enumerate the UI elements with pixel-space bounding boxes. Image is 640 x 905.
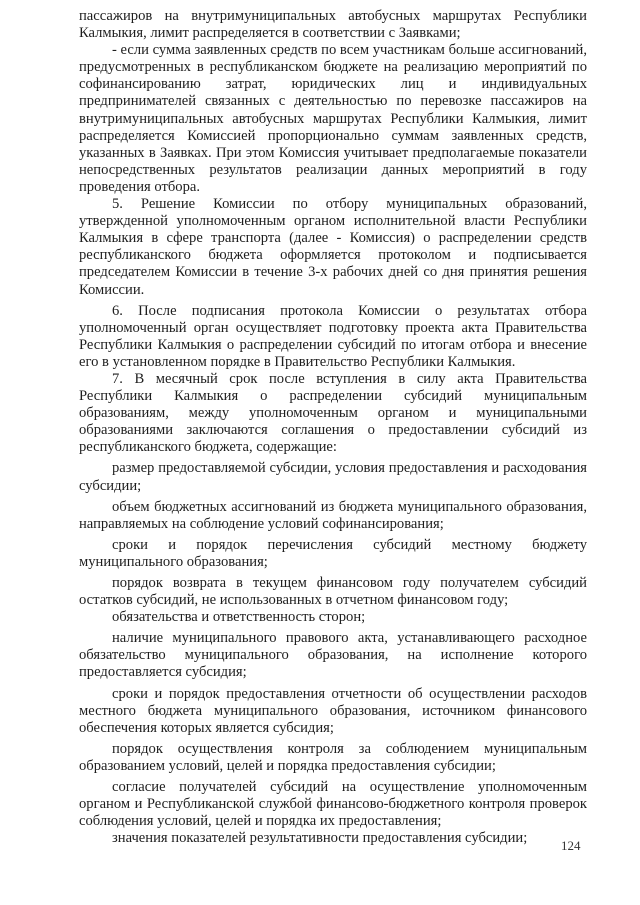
paragraph: 5. Решение Комиссии по отбору муниципальных образований, утвержденной уполномоченным органом исполнительной власти Республики Калмыкия в сфере транспорта (далее - Комиссия) о распределении средств республиканского бюджета оформляется протоколом и подписывается председателем Комиссии в течение 3-х рабочих дней со дня принятия решения Комиссии.: [79, 196, 587, 298]
paragraph: сроки и порядок перечисления субсидий местному бюджету муниципального образования;: [79, 536, 587, 570]
paragraph: порядок осуществления контроля за соблюдением муниципальным образованием условий, целей и порядка предоставления субсидии;: [79, 740, 587, 774]
paragraph: порядок возврата в текущем финансовом году получателем субсидий остатков субсидий, не использованных в отчетном финансовом году;: [79, 575, 587, 609]
paragraph: 6. После подписания протокола Комиссии о результатах отбора уполномоченный орган осуществляет подготовку проекта акта Правительства Республики Калмыкия о распределении субсидий по итогам отбора и внесение его в установленном порядке в Правительство Республики Калмыкия.: [79, 302, 587, 370]
paragraph: наличие муниципального правового акта, устанавливающего расходное обязательство муниципального образования, на исполнение которого предоставляется субсидия;: [79, 630, 587, 681]
paragraph: значения показателей результативности предоставления субсидии;: [112, 830, 528, 847]
paragraph: обязательства и ответственность сторон;: [112, 609, 366, 626]
paragraph: сроки и порядок предоставления отчетности об осуществлении расходов местного бюджета муниципального образования, источником финансового обеспечения которых является субсидия;: [79, 685, 587, 736]
paragraph: - если сумма заявленных средств по всем участникам больше ассигнований, предусмотренных в республиканском бюджете на реализацию мероприятий по софинансированию затрат, юридических лиц и индивидуальных предпринимателей связанных с деятельностью по перевозке пассажиров на внутримуниципальных автобусных маршрутах Республики Калмыкия, лимит распределяется Комиссией пропорционально суммам заявленных средств, указанных в Заявках. При этом Комиссия учитывает предполагаемые показатели непосредственных результатов реализации данных мероприятий в году проведения отбора.: [79, 42, 587, 195]
document-body: [79, 8, 587, 847]
page-number: 124: [561, 838, 581, 853]
paragraph: объем бюджетных ассигнований из бюджета муниципального образования, направляемых на соблюдение условий софинансирования;: [79, 498, 587, 532]
paragraph: размер предоставляемой субсидии, условия предоставления и расходования субсидии;: [79, 460, 587, 494]
paragraph: пассажиров на внутримуниципальных автобусных маршрутах Республики Калмыкия, лимит распределяется в соответствии с Заявками;: [79, 8, 587, 42]
paragraph: 7. В месячный срок после вступления в силу акта Правительства Республики Калмыкия о распределении субсидий муниципальным образованиям, между уполномоченным органом и муниципальными образованиями заключаются соглашения о предоставлении субсидий из республиканского бюджета, содержащие:: [79, 370, 587, 456]
paragraph: согласие получателей субсидий на осуществление уполномоченным органом и Республиканской службой финансово-бюджетного контроля проверок соблюдения условий, целей и порядка их предоставления;: [79, 779, 587, 830]
